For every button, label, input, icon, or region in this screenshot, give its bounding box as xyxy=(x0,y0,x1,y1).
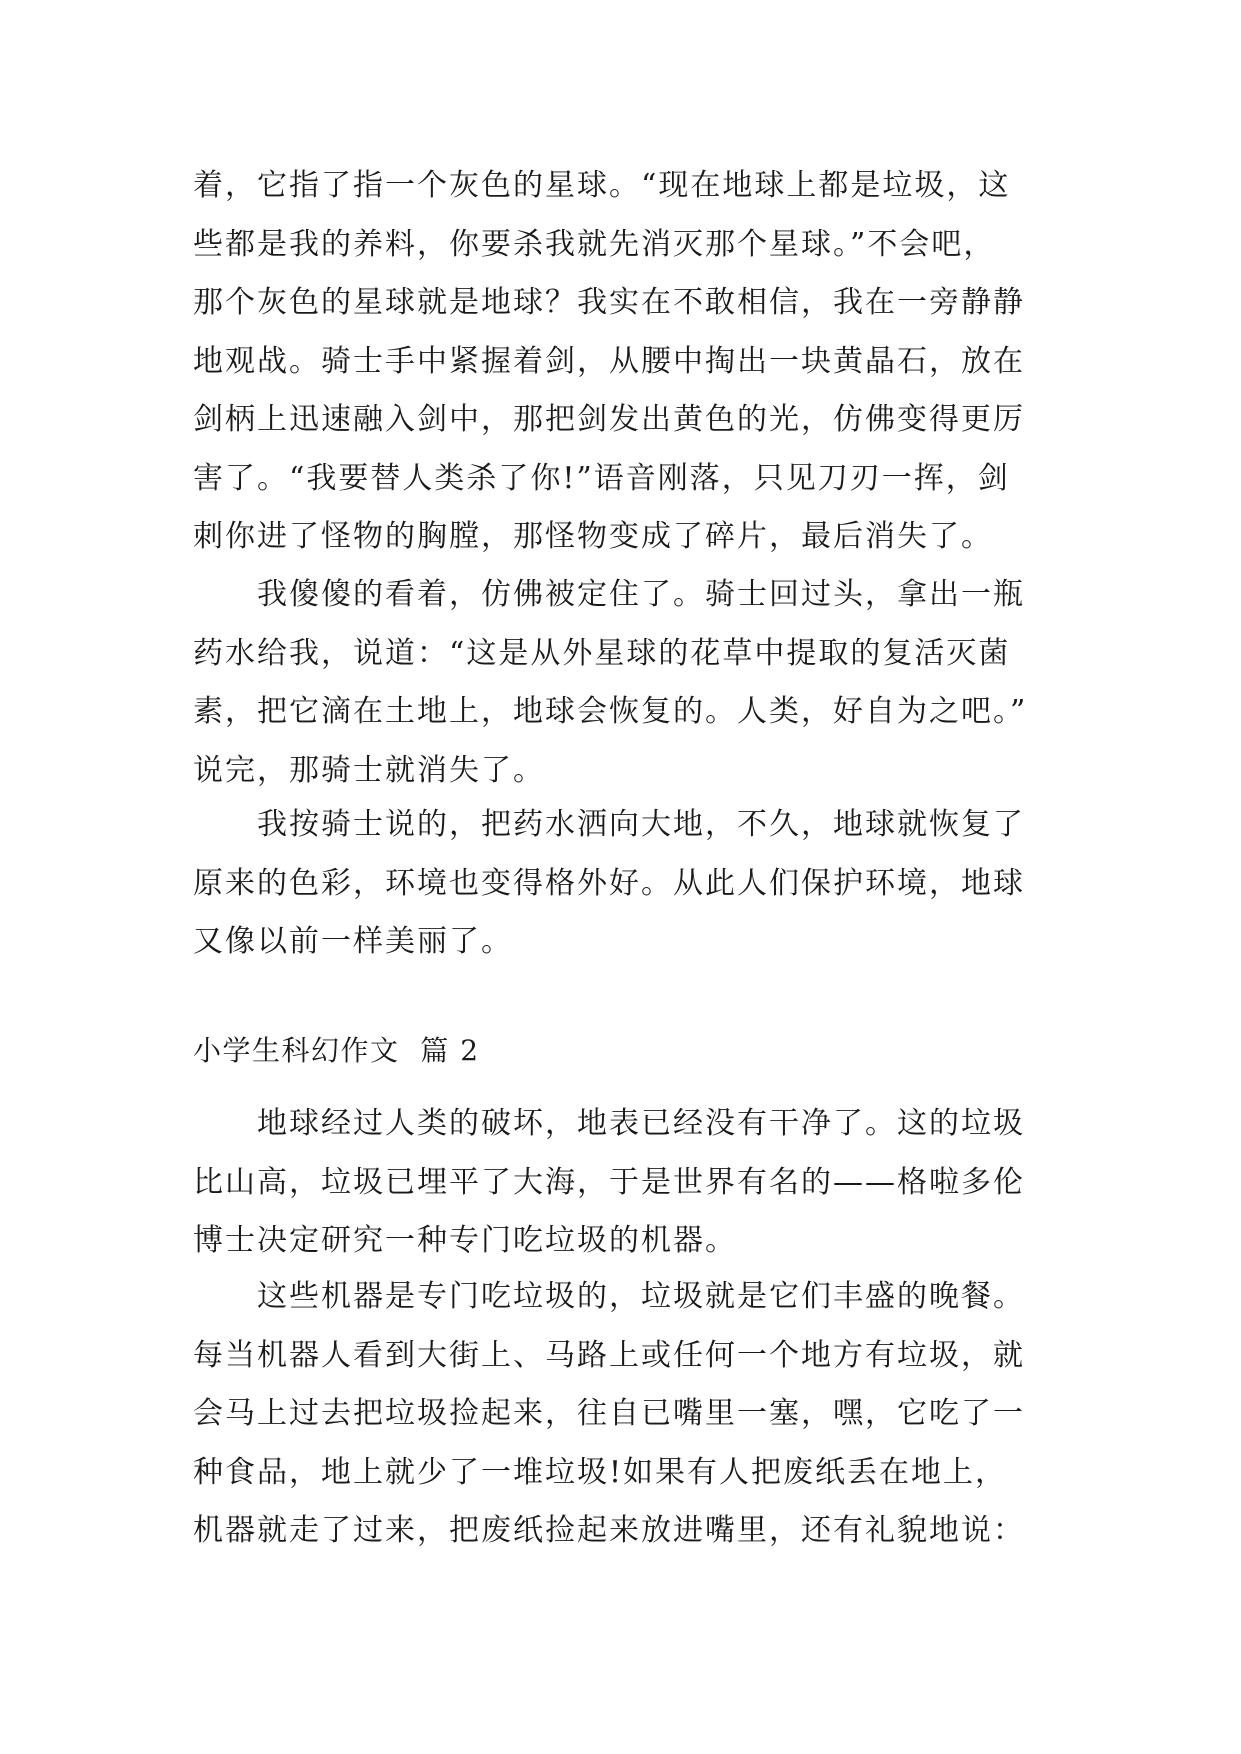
text-line: 着，它指了指一个灰色的星球。“现在地球上都是垃圾，这 xyxy=(193,168,1011,203)
text-line: 又像以前一样美丽了。 xyxy=(193,924,513,959)
paragraph-garbage-earth xyxy=(193,1095,1053,1271)
text-line: 种食品，地上就少了一堆垃圾!如果有人把废纸丢在地上， xyxy=(193,1454,1008,1490)
text-line: 我傻傻的看着，仿佛被定住了。骑士回过头，拿出一瓶 xyxy=(257,577,1025,612)
text-line: 原来的色彩，环境也变得格外好。从此人们保护环境，地球 xyxy=(193,865,1025,901)
text-line: 会马上过去把垃圾捡起来，往自已嘴里一塞，嘿，它吃了一 xyxy=(193,1396,1025,1431)
text-line: 每当机器人看到大街上、马路上或任何一个地方有垃圾，就 xyxy=(193,1337,1025,1373)
paragraph-earth-restored xyxy=(193,796,1053,972)
section-heading: 小学生科幻作文 篇 2 xyxy=(193,1034,480,1067)
text-line: 些都是我的养料，你要杀我就先消灭那个星球。”不会吧， xyxy=(193,226,996,262)
text-line: 说完，那骑士就消失了。 xyxy=(193,752,545,788)
text-line: 害了。“我要替人类杀了你!”语音刚落，只见刀刃一挥，剑 xyxy=(193,460,1010,496)
paragraph-potion-gift xyxy=(193,566,1053,800)
text-line: 比山高，垃圾已埋平了大海，于是世界有名的——格啦多伦 xyxy=(193,1164,1025,1200)
text-line: 这些机器是专门吃垃圾的，垃圾就是它们丰盛的晚餐。 xyxy=(257,1279,1025,1314)
paragraph-knight-battle xyxy=(193,157,1053,567)
text-line: 剑柄上迅速融入剑中，那把剑发出黄色的光，仿佛变得更厉 xyxy=(193,402,1025,437)
paragraph-garbage-robots xyxy=(193,1268,1053,1561)
text-line: 素，把它滴在土地上，地球会恢复的。人类，好自为之吧。” xyxy=(193,694,1028,729)
text-line: 机器就走了过来，把废纸捡起来放进嘴里，还有礼貌地说： xyxy=(193,1513,1025,1548)
text-line: 地球经过人类的破坏，地表已经没有干净了。这的垃圾 xyxy=(257,1106,1025,1141)
text-line: 药水给我，说道：“这是从外星球的花草中提取的复活灭菌 xyxy=(193,635,1011,671)
text-line: 刺你进了怪物的胸膛，那怪物变成了碎片，最后消失了。 xyxy=(193,519,993,554)
text-line: 那个灰色的星球就是地球？我实在不敢相信，我在一旁静静 xyxy=(193,285,1025,320)
text-line: 地观战。骑士手中紧握着剑，从腰中掏出一块黄晶石，放在 xyxy=(193,343,1025,379)
text-line: 博士决定研究一种专门吃垃圾的机器。 xyxy=(193,1223,737,1258)
text-line: 我按骑士说的，把药水洒向大地，不久，地球就恢复了 xyxy=(257,807,1025,842)
